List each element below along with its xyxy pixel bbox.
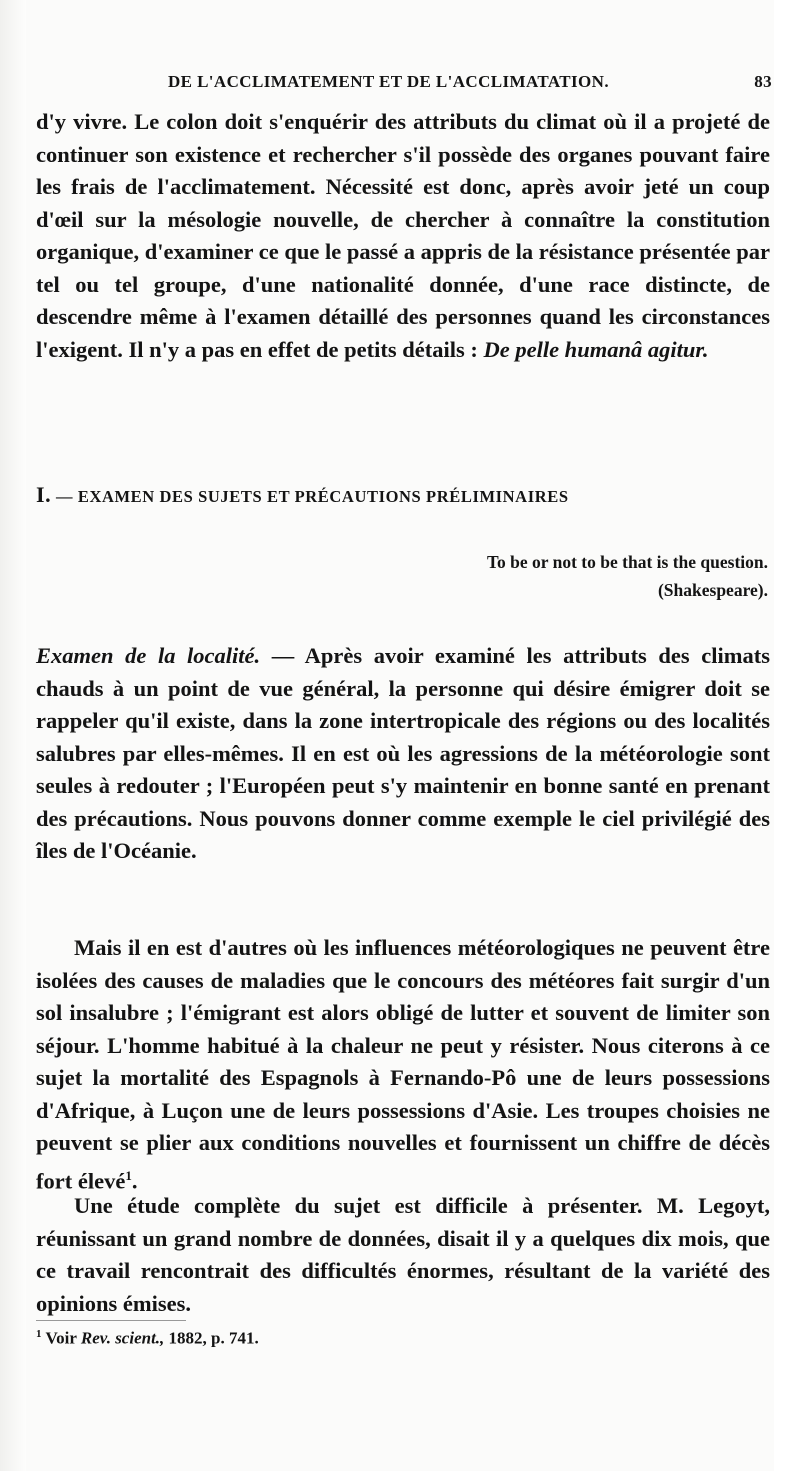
section-number: I. — [36, 482, 52, 507]
footnote — [36, 1328, 259, 1349]
page-number: 83 — [754, 72, 772, 91]
page-edge — [0, 0, 26, 1471]
epigraph-quote: To be or not to be that is the question. — [486, 552, 768, 572]
epigraph-author: (Shakespeare). — [657, 580, 768, 600]
paragraph-1-latin-phrase: De pelle humanâ agitur. — [483, 336, 709, 362]
running-title: DE L'ACCLIMATEMENT ET DE L'ACCLIMATATION. — [168, 72, 609, 91]
footnote-citation: 1882, p. 741. — [168, 1328, 259, 1348]
paragraph-3-text: Mais il en est d'autres où les influences météorologiques ne peuvent être isolées des causes de maladies que le concours des météores fait surgir d'un sol insalubre ; l'émigrant est alors obligé de lutter et souvent de limiter son séjour. L'homme habitué à la chaleur ne peut y résister. Nous citerons à ce sujet la mortalité des Espagnols à Fernando-Pô une de leurs possessions d'Afrique, à Luçon une de leurs possessions d'Asie. Les troupes choisies ne peuvent se plier aux conditions nouvelles et fournissent un chiffre de décès fort élevé — [36, 935, 770, 1193]
paragraph-2-title: Examen de la localité. — [36, 643, 261, 668]
epigraph — [268, 548, 768, 604]
section-title: EXAMEN DES SUJETS ET PRÉCAUTIONS PRÉLIMINAIRES — [77, 487, 569, 506]
footnote-reference: 1 — [125, 1167, 132, 1183]
footnote-rule — [36, 1320, 186, 1321]
paragraph-4 — [36, 1190, 770, 1320]
paragraph-1-text: d'y vivre. Le colon doit s'enquérir des attributs du climat où il a projeté de continuer son existence et rechercher s'il possède des organes pouvant faire les frais de l'acclimatement. Nécessité est donc, après avoir jeté un coup d'œil sur la mésologie nouvelle, de chercher à connaître la constitution organique, d'examiner ce que le passé a appris de la résistance présentée par tel ou tel groupe, d'une nationalité donnée, d'une race distincte, de descendre même à l'examen détaillé des personnes quand les circonstances l'exigent. Il n'y a pas en effet de petits détails : — [36, 109, 770, 362]
section-heading — [36, 482, 770, 508]
section-dash: — — [56, 487, 74, 506]
paragraph-2-text: — Après avoir examiné les attributs des climats chauds à un point de vue général, la personne qui désire émigrer doit se rappeler qu'il existe, dans la zone intertropicale des régions ou des localités salubres par elles-mêmes. Il en est où les agressions de la météorologie sont seules à redouter ; l'Européen peut s'y maintenir en bonne santé en prenant des précautions. Nous pouvons donner comme exemple le ciel privilégié des îles de l'Océanie. — [36, 643, 771, 863]
footnote-source: Rev. scient., — [80, 1328, 165, 1348]
paragraph-2 — [36, 640, 770, 868]
footnote-prefix: Voir — [45, 1328, 77, 1348]
footnote-marker: 1 — [36, 1328, 42, 1340]
paragraph-1 — [36, 106, 770, 366]
paragraph-4-text: Une étude complète du sujet est difficile à présenter. M. Legoyt, réunissant un grand nombre de données, disait il y a quelques dix mois, que ce travail rencontrait des difficultés énormes, résultant de la variété des opinions émises. — [36, 1193, 770, 1316]
paragraph-3-period: . — [131, 1168, 138, 1193]
paragraph-3 — [36, 932, 770, 1198]
